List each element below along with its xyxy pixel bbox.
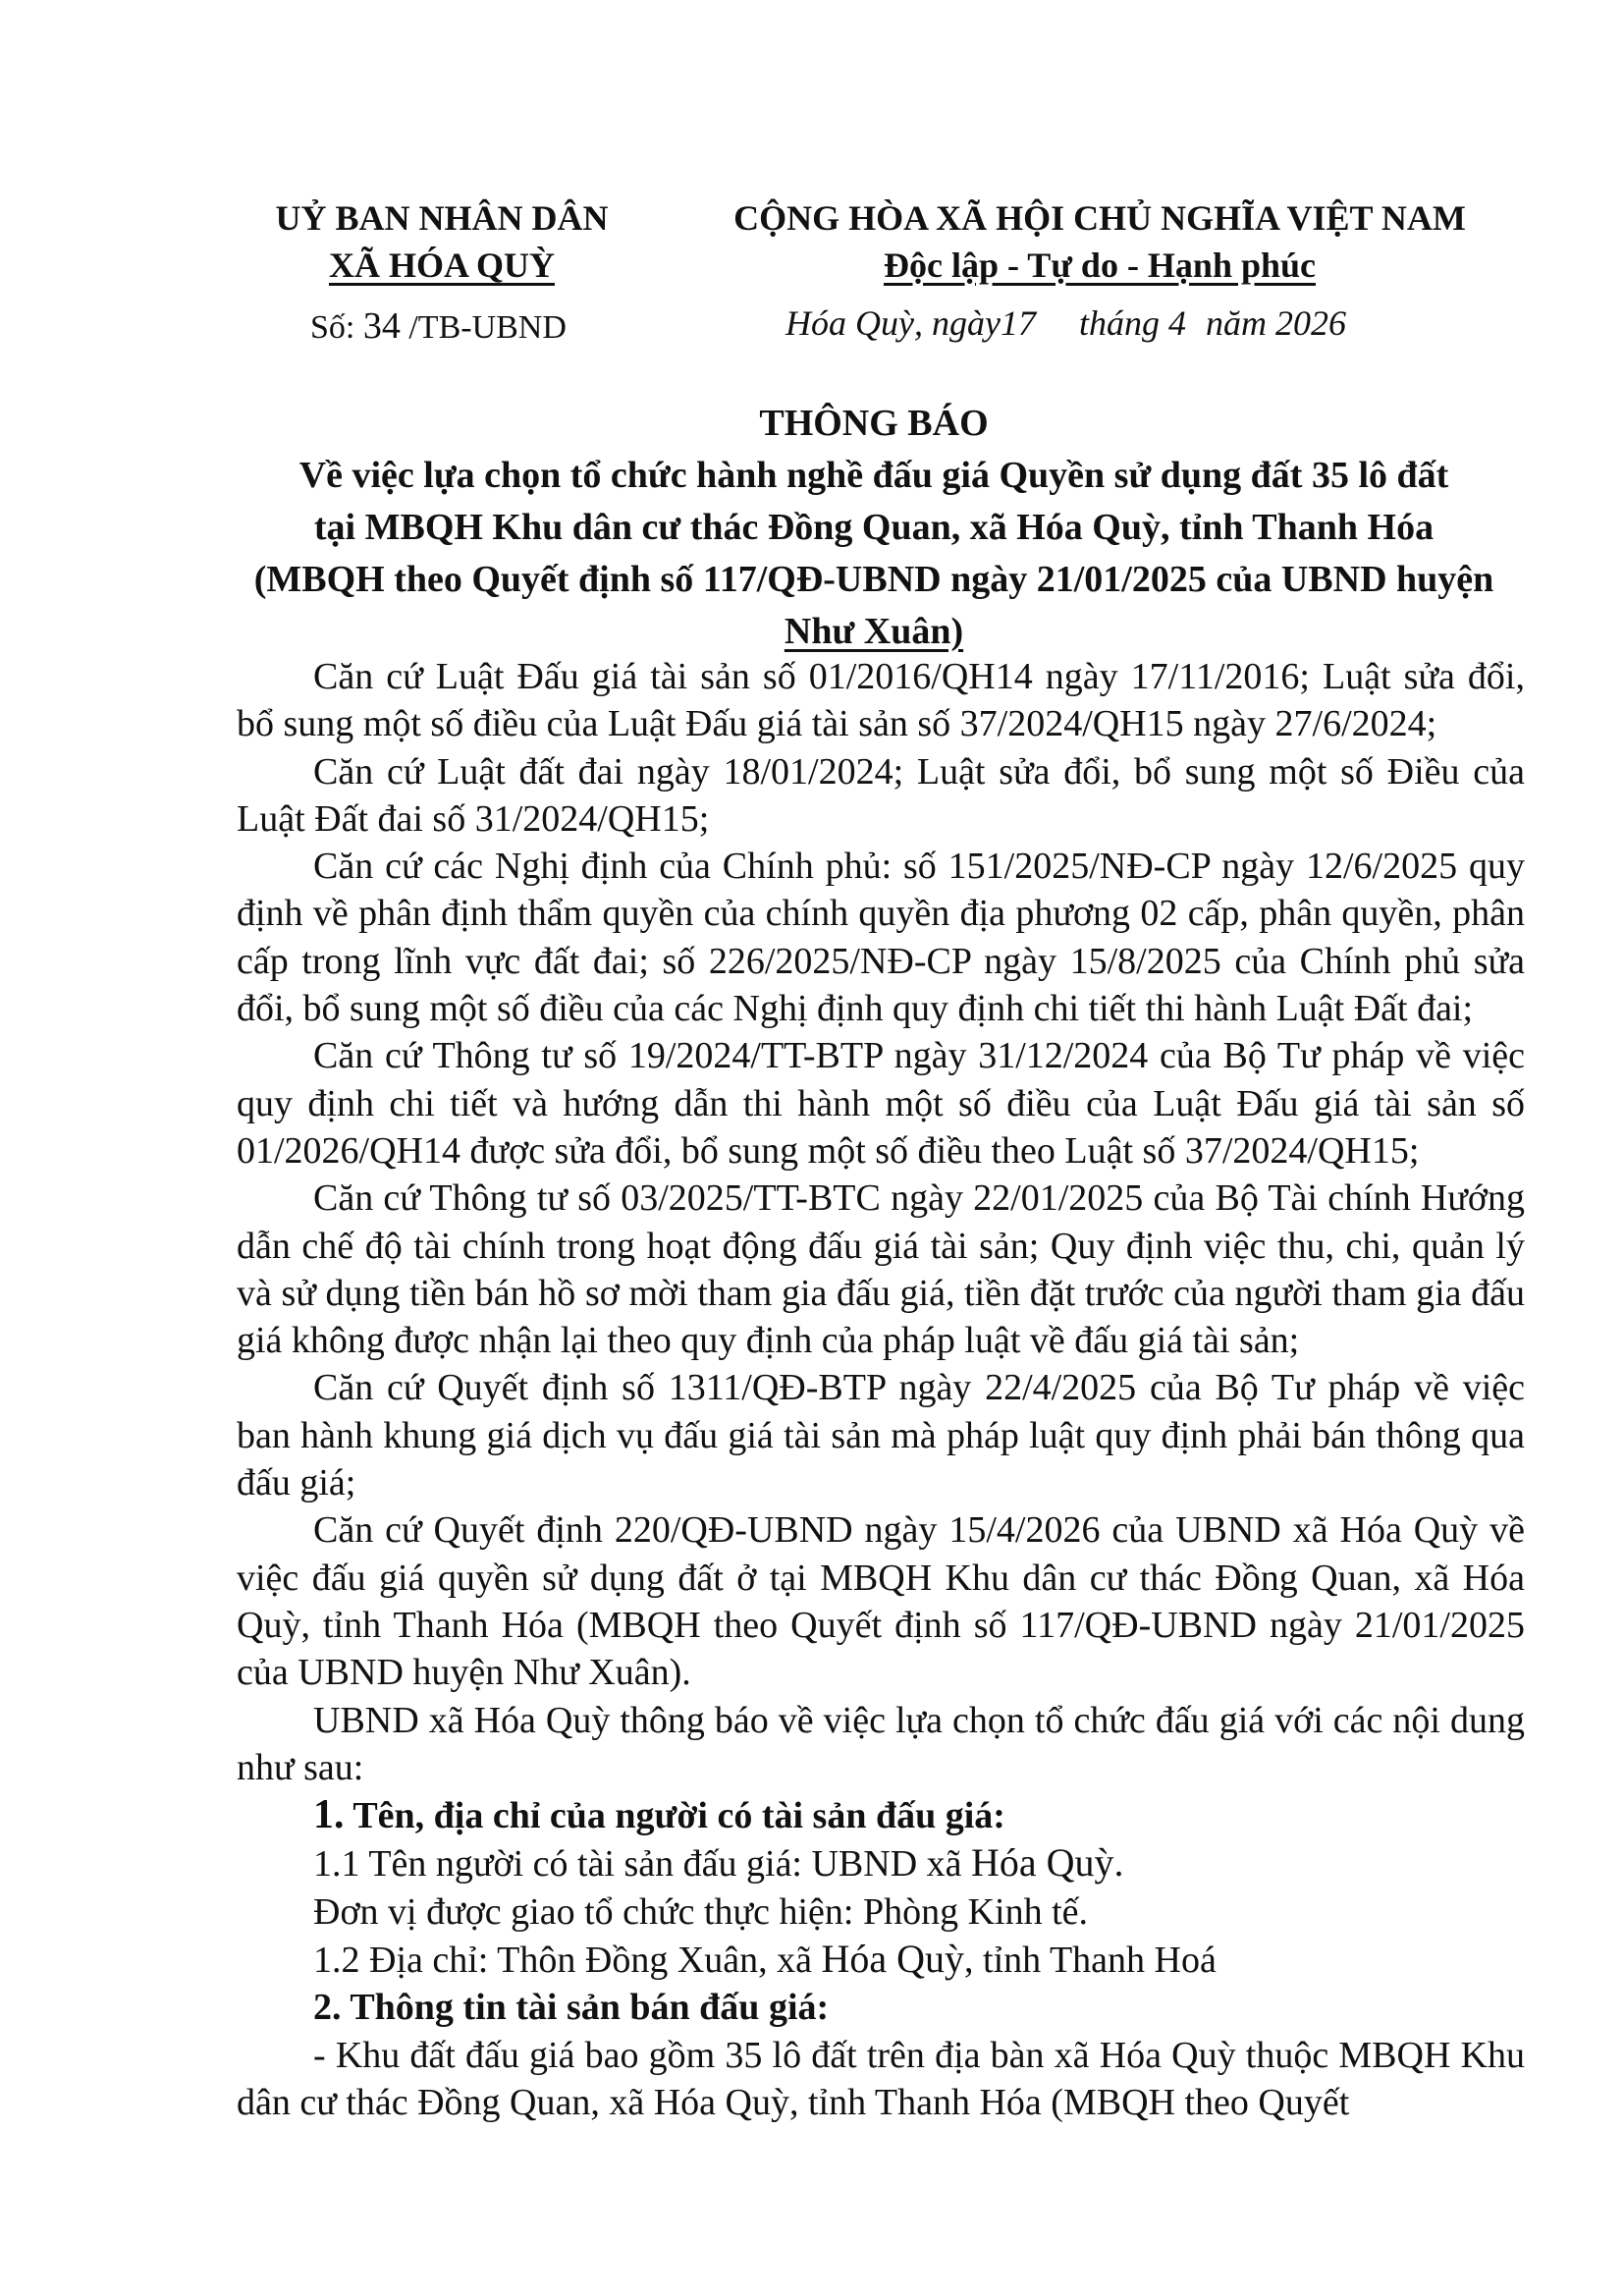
- title-line-3: (MBQH theo Quyết định số 117/QĐ-UBND ngày 21/01/2025 của UBND huyện: [253, 559, 1494, 600]
- authority-line-2: XÃ HÓA QUỲ: [328, 246, 555, 285]
- section-1-title: Tên, địa chỉ của người có tài sản đấu giá:: [352, 1795, 1005, 1837]
- item-1-1: [237, 1839, 1525, 1887]
- national-motto: Độc lập - Tự do - Hạnh phúc: [883, 246, 1317, 285]
- section-2-heading: 2. Thông tin tài sản bán đấu giá:: [313, 1987, 830, 2029]
- item-1-2: [237, 1936, 1525, 1984]
- item-1-2-suffix: , tỉnh Thanh Hoá: [964, 1940, 1217, 1982]
- doc-number-suffix: /TB-UBND: [408, 309, 567, 346]
- paragraph: Căn cứ Thông tư số 03/2025/TT-BTC ngày 22/01/2025 của Bộ Tài chính Hướng dẫn chế độ tài chính trong hoạt động đấu giá tài sản; Quy định việc thu, chi, quản lý và sử dụng tiền bán hồ sơ mời tham gia đấu giá, tiền đặt trước của người tham gia đấu giá không được nhận lại theo quy định của pháp luật về đấu giá tài sản;: [237, 1177, 1525, 1362]
- authority-line-1: UỶ BAN NHÂN DÂN: [275, 198, 609, 238]
- item-1-1-text: 1.1 Tên người có tài sản đấu giá: UBND xã: [313, 1843, 962, 1886]
- item-unit: Đơn vị được giao tổ chức thực hiện: Phòng Kinh tế.: [313, 1890, 1089, 1933]
- issuing-authority: [226, 194, 658, 289]
- paragraph: Căn cứ Quyết định số 1311/QĐ-BTP ngày 22/4/2025 của Bộ Tư pháp về việc ban hành khung giá dịch vụ đấu giá tài sản mà pháp luật quy định phải bán thông qua đấu giá;: [237, 1367, 1525, 1504]
- paragraph: UBND xã Hóa Quỳ thông báo về việc lựa chọn tổ chức đấu giá với các nội dung như sau:: [237, 1699, 1525, 1788]
- document-title: [236, 398, 1512, 658]
- title-line-4: Như Xuân): [784, 611, 964, 652]
- paragraph: Căn cứ Luật đất đai ngày 18/01/2024; Luật sửa đổi, bổ sung một số Điều của Luật Đất đai số 31/2024/QH15;: [237, 750, 1525, 840]
- paragraph: Căn cứ Thông tư số 19/2024/TT-BTP ngày 31/12/2024 của Bộ Tư pháp về việc quy định chi tiết và hướng dẫn thi hành một số điều của Luật Đấu giá tài sản số 01/2026/QH14 được sửa đổi, bổ sung một số điều theo Luật số 37/2024/QH15;: [237, 1035, 1525, 1172]
- document-number: [310, 304, 567, 348]
- paragraph: Căn cứ Quyết định 220/QĐ-UBND ngày 15/4/2026 của UBND xã Hóa Quỳ về việc đấu giá quyền sử dụng đất ở tại MBQH Khu dân cư thác Đồng Quan, xã Hóa Quỳ, tỉnh Thanh Hóa (MBQH theo Quyết định số 117/QĐ-UBND ngày 21/01/2025 của UBND huyện Như Xuân).: [237, 1509, 1525, 1694]
- date-place: Hóa Quỳ, ngày: [785, 303, 1001, 343]
- paragraph: - Khu đất đấu giá bao gồm 35 lô đất trên địa bàn xã Hóa Quỳ thuộc MBQH Khu dân cư thác Đồng Quan, xã Hóa Quỳ, tỉnh Thanh Hóa (MBQH theo Quyết: [237, 2034, 1525, 2123]
- date-year: năm 2026: [1205, 303, 1346, 343]
- paragraph: Căn cứ Luật Đấu giá tài sản số 01/2016/QH14 ngày 17/11/2016; Luật sửa đổi, bổ sung một số điều của Luật Đấu giá tài sản số 37/2024/QH15 ngày 27/6/2024;: [237, 656, 1525, 745]
- document-body: [237, 653, 1525, 2126]
- doc-number-prefix: Số:: [310, 309, 355, 346]
- title-line-2: tại MBQH Khu dân cư thác Đồng Quan, xã Hóa Quỳ, tỉnh Thanh Hóa: [313, 507, 1435, 548]
- paragraph: Căn cứ các Nghị định của Chính phủ: số 151/2025/NĐ-CP ngày 12/6/2025 quy định về phân định thẩm quyền của chính quyền địa phương 02 cấp, phân quyền, phân cấp trong lĩnh vực đất đai; số 226/2025/NĐ-CP ngày 15/8/2025 của Chính phủ sửa đổi, bổ sung một số điều của các Nghị định quy định chi tiết thi hành Luật Đất đai;: [237, 846, 1525, 1030]
- national-heading: [677, 194, 1522, 289]
- date-day: 17: [1000, 303, 1036, 343]
- item-1-2-name: Hóa Quỳ: [821, 1937, 965, 1982]
- date-month: tháng 4: [1078, 303, 1186, 343]
- document-date: [785, 302, 1346, 344]
- title-main: THÔNG BÁO: [759, 403, 989, 444]
- section-1-number: 1.: [313, 1792, 345, 1838]
- country-name: CỘNG HÒA XÃ HỘI CHỦ NGHĨA VIỆT NAM: [733, 198, 1466, 238]
- section-1-heading: [237, 1791, 1525, 1839]
- doc-number-value: 34: [362, 305, 401, 347]
- item-1-2-text: 1.2 Địa chỉ: Thôn Đồng Xuân, xã: [313, 1940, 812, 1982]
- title-line-1: Về việc lựa chọn tổ chức hành nghề đấu giá Quyền sử dụng đất 35 lô đất: [298, 455, 1449, 496]
- item-1-1-name: Hóa Quỳ.: [971, 1840, 1124, 1886]
